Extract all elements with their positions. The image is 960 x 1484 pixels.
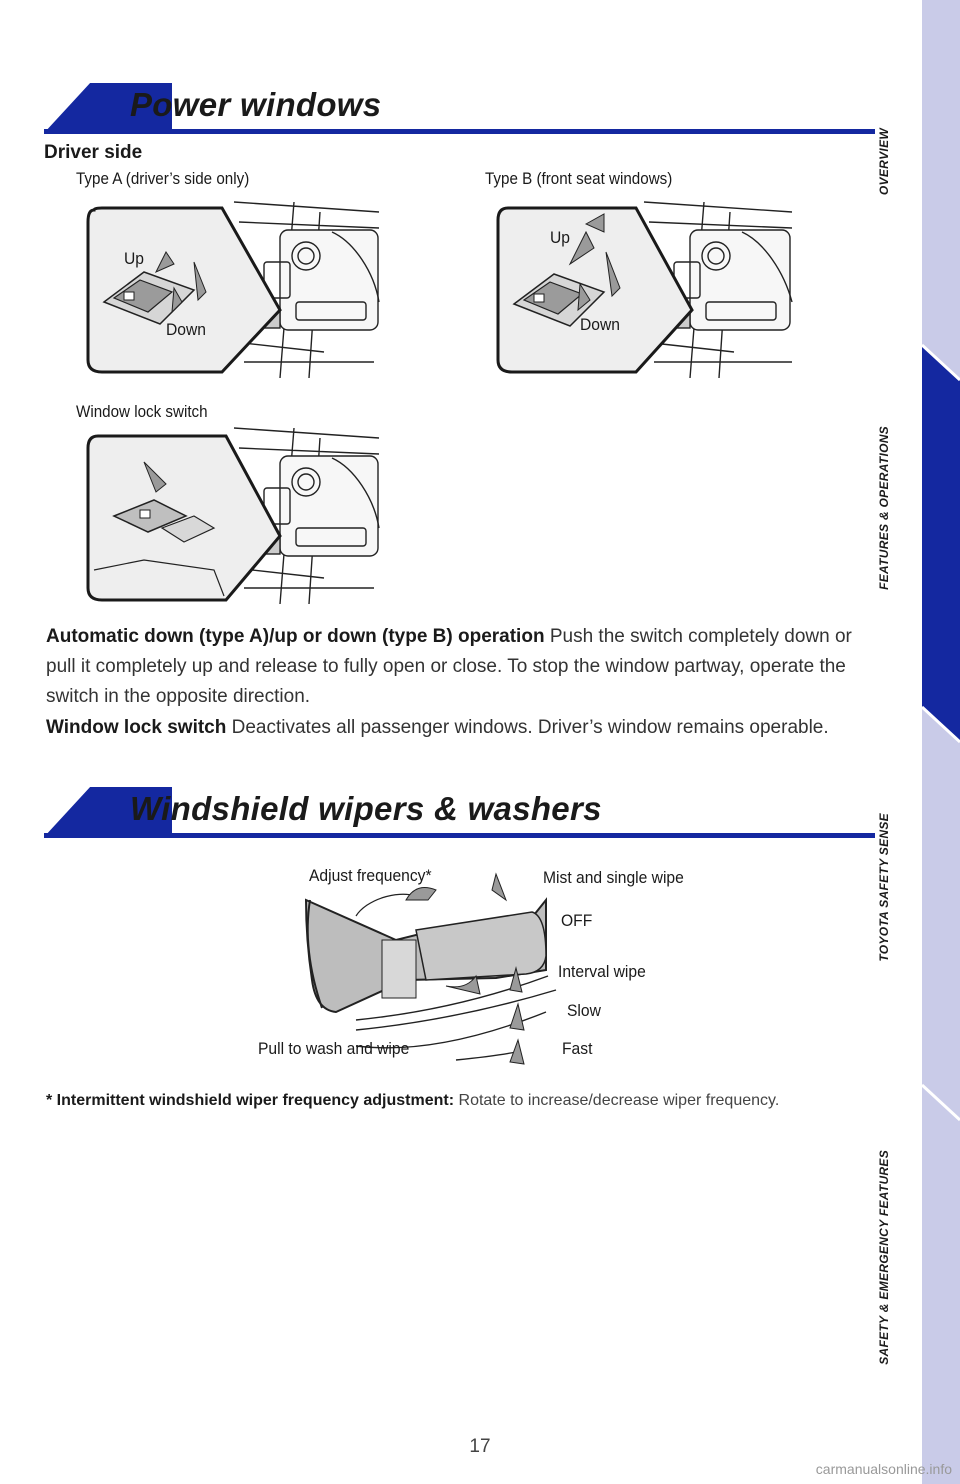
pull-to-wash-label: Pull to wash and wipe [258, 1039, 410, 1058]
type-b-caption: Type B (front seat windows) [485, 170, 673, 188]
side-tab-safety-sense[interactable]: TOYOTA SAFETY SENSE [877, 813, 891, 962]
header-rule [44, 129, 875, 134]
fast-label: Fast [562, 1039, 593, 1058]
type-b-switch-illustration [494, 192, 794, 378]
footnote-term: Intermittent windshield wiper frequency adjustment: [56, 1092, 455, 1109]
type-a-caption: Type A (driver’s side only) [76, 170, 250, 188]
window-lock-switch-illustration [84, 420, 380, 604]
power-windows-title: Power windows [130, 86, 382, 123]
window-lock-term: Window lock switch [46, 717, 227, 738]
watermark: carmanualsonline.info [815, 1461, 952, 1477]
adjust-frequency-label: Adjust frequency* [309, 866, 432, 885]
wipers-title: Windshield wipers & washers [130, 790, 602, 827]
wipers-header [44, 787, 875, 839]
interval-wipe-label: Interval wipe [558, 962, 646, 981]
auto-operation-paragraph [46, 622, 866, 712]
window-lock-paragraph [46, 713, 866, 743]
footnote-text: Rotate to increase/decrease wiper frequency. [454, 1092, 780, 1109]
type-b-up-label: Up [550, 228, 570, 247]
side-tab-overview[interactable]: OVERVIEW [877, 128, 891, 196]
driver-side-heading: Driver side [44, 142, 143, 163]
window-lock-caption: Window lock switch [76, 403, 208, 421]
off-label: OFF [561, 911, 593, 930]
footnote-mark: * [46, 1092, 57, 1109]
auto-operation-text: Push the switch completely down or pull it completely up and release to fully open or close. To stop the window partway, operate the switch in the opposite direction. [46, 626, 852, 707]
type-b-down-label: Down [580, 315, 620, 334]
side-tab-emergency[interactable]: SAFETY & EMERGENCY FEATURES [877, 1150, 891, 1365]
slow-label: Slow [567, 1001, 601, 1020]
type-a-up-label: Up [124, 249, 144, 268]
wiper-footnote [46, 1090, 866, 1112]
side-tab-features[interactable]: FEATURES & OPERATIONS [877, 426, 891, 590]
page-number: 17 [469, 1436, 491, 1457]
window-lock-text: Deactivates all passenger windows. Driver’s window remains operable. [226, 717, 829, 738]
header-rule [44, 833, 875, 838]
type-a-switch-illustration [84, 192, 380, 378]
power-windows-header [44, 83, 875, 135]
auto-operation-term: Automatic down (type A)/up or down (type B) operation [46, 626, 545, 647]
type-a-down-label: Down [166, 320, 206, 339]
mist-single-wipe-label: Mist and single wipe [543, 868, 684, 887]
